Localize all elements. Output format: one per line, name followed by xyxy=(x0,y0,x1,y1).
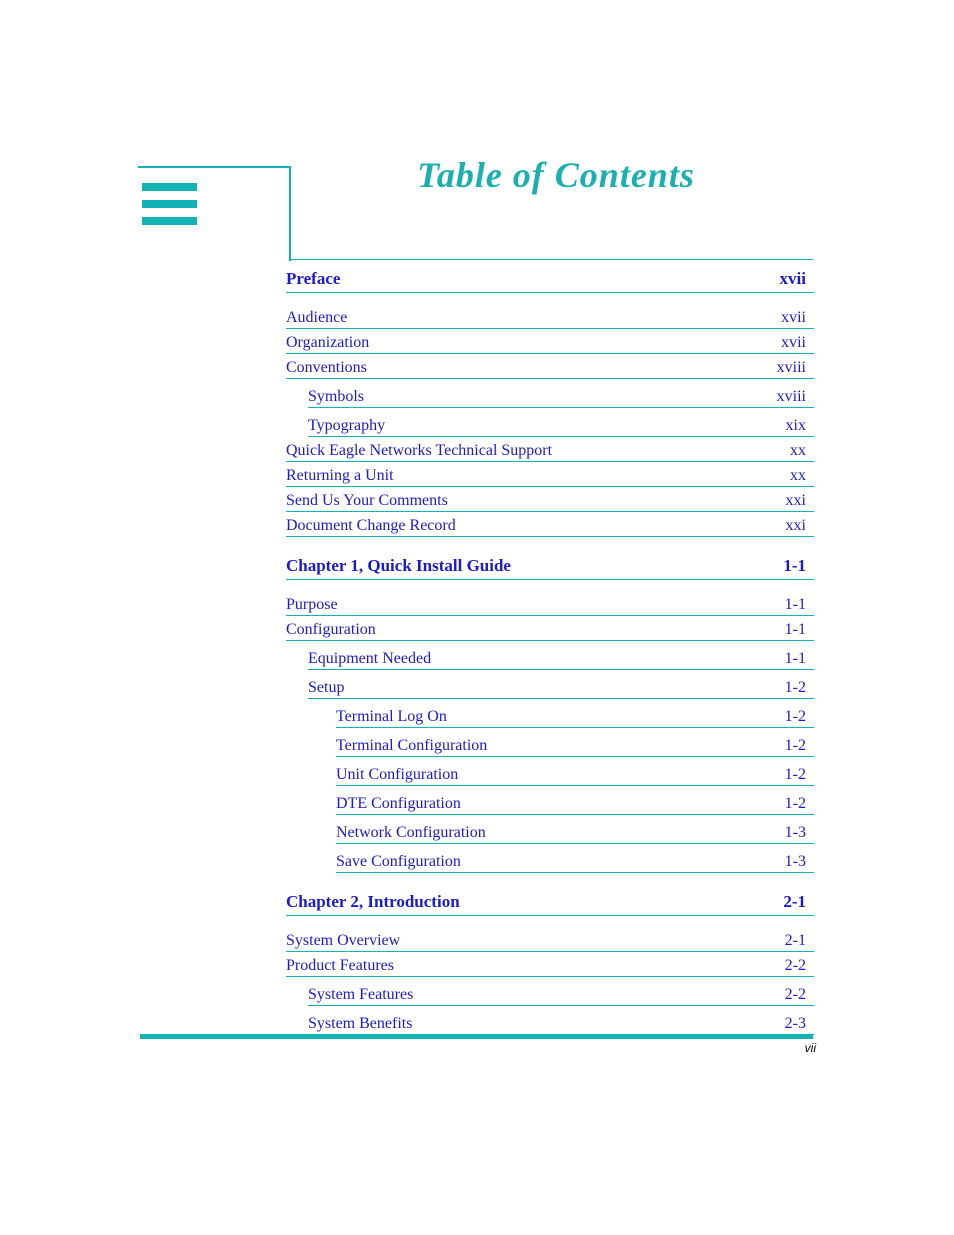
toc-entry-row[interactable] xyxy=(336,757,814,786)
toc-entry-title: Configuration xyxy=(286,621,376,638)
toc-entry-page: 2-2 xyxy=(784,986,806,1003)
toc-entry-title: Product Features xyxy=(286,957,394,974)
toc-entry-title: Unit Configuration xyxy=(336,766,459,783)
toc-entry-page: 2-3 xyxy=(784,1015,806,1032)
toc-entry-row[interactable] xyxy=(286,462,814,487)
toc-entry-title: Returning a Unit xyxy=(286,467,394,484)
footer-rule xyxy=(140,1034,813,1039)
logo-bar-middle xyxy=(142,200,197,208)
toc-chapter-title: Chapter 1, Quick Install Guide xyxy=(286,556,511,575)
toc-entry-row[interactable] xyxy=(308,641,814,670)
toc-entry-page: 1-2 xyxy=(784,708,806,725)
toc-entry-page: xx xyxy=(790,442,806,459)
table-of-contents xyxy=(286,265,814,1035)
toc-entry-row[interactable] xyxy=(286,952,814,977)
toc-entry-page: 1-3 xyxy=(784,853,806,870)
toc-entry-row[interactable] xyxy=(308,977,814,1006)
toc-entry-title: Send Us Your Comments xyxy=(286,492,448,509)
toc-chapter-page: 1-1 xyxy=(783,556,806,575)
toc-entry-page: xviii xyxy=(776,388,806,405)
toc-entry-title: Equipment Needed xyxy=(308,650,432,667)
toc-entry-row[interactable] xyxy=(336,815,814,844)
toc-entry-page: 1-2 xyxy=(784,737,806,754)
header-frame-bottom xyxy=(289,259,813,260)
toc-entry-page: 1-2 xyxy=(784,766,806,783)
toc-entry-row[interactable] xyxy=(286,354,814,379)
toc-entry-row[interactable] xyxy=(336,786,814,815)
toc-entry-title: Save Configuration xyxy=(336,853,461,870)
toc-entry-page: xxi xyxy=(785,492,806,509)
toc-entry-row[interactable] xyxy=(286,512,814,537)
toc-entry-row[interactable] xyxy=(286,580,814,616)
toc-entry-page: 2-1 xyxy=(784,932,806,949)
toc-entry-row[interactable] xyxy=(286,916,814,952)
toc-entry-title: DTE Configuration xyxy=(336,795,461,812)
toc-entry-row[interactable] xyxy=(308,408,814,437)
toc-entry-title: System Features xyxy=(308,986,414,1003)
toc-chapter-row[interactable] xyxy=(286,265,814,293)
toc-chapter-row[interactable] xyxy=(286,552,814,580)
toc-entry-row[interactable] xyxy=(286,293,814,329)
toc-entry-title: System Benefits xyxy=(308,1015,413,1032)
toc-entry-title: Network Configuration xyxy=(336,824,486,841)
section-gap xyxy=(286,873,814,888)
toc-entry-title: Conventions xyxy=(286,359,367,376)
toc-entry-title: Quick Eagle Networks Technical Support xyxy=(286,442,553,459)
toc-entry-page: xxi xyxy=(785,517,806,534)
logo-bar-bottom xyxy=(142,217,197,225)
toc-entry-title: Audience xyxy=(286,309,348,326)
toc-entry-page: xvii xyxy=(781,309,806,326)
section-gap xyxy=(286,537,814,552)
toc-entry-title: Terminal Log On xyxy=(336,708,447,725)
toc-entry-row[interactable] xyxy=(286,329,814,354)
toc-entry-row[interactable] xyxy=(286,437,814,462)
toc-entry-title: Setup xyxy=(308,679,345,696)
page-title: Table of Contents xyxy=(417,155,695,195)
toc-entry-page: 1-1 xyxy=(784,596,806,613)
page-number: vii xyxy=(804,1041,816,1055)
toc-entry-title: Terminal Configuration xyxy=(336,737,488,754)
toc-entry-row[interactable] xyxy=(336,844,814,873)
toc-entry-page: 1-2 xyxy=(784,795,806,812)
toc-entry-title: Document Change Record xyxy=(286,517,456,534)
toc-entry-title: Symbols xyxy=(308,388,365,405)
toc-entry-row[interactable] xyxy=(286,487,814,512)
toc-entry-page: 1-1 xyxy=(784,650,806,667)
toc-entry-row[interactable] xyxy=(308,670,814,699)
toc-entry-row[interactable] xyxy=(286,616,814,641)
toc-entry-row[interactable] xyxy=(308,1006,814,1035)
toc-entry-row[interactable] xyxy=(308,379,814,408)
toc-entry-title: Organization xyxy=(286,334,370,351)
toc-entry-page: xvii xyxy=(781,334,806,351)
toc-entry-title: System Overview xyxy=(286,932,401,949)
toc-entry-row[interactable] xyxy=(336,728,814,757)
toc-entry-page: xviii xyxy=(776,359,806,376)
header-frame-top xyxy=(138,166,291,168)
toc-chapter-title: Preface xyxy=(286,269,341,288)
toc-entry-page: xx xyxy=(790,467,806,484)
toc-entry-page: 2-2 xyxy=(784,957,806,974)
toc-entry-page: xix xyxy=(785,417,806,434)
toc-chapter-page: xvii xyxy=(779,269,806,288)
toc-entry-page: 1-3 xyxy=(784,824,806,841)
toc-chapter-title: Chapter 2, Introduction xyxy=(286,892,460,911)
toc-chapter-row[interactable] xyxy=(286,888,814,916)
toc-chapter-page: 2-1 xyxy=(783,892,806,911)
logo-bar-top xyxy=(142,183,197,191)
toc-entry-title: Typography xyxy=(308,417,386,434)
toc-entry-page: 1-2 xyxy=(784,679,806,696)
toc-entry-title: Purpose xyxy=(286,596,338,613)
toc-entry-row[interactable] xyxy=(336,699,814,728)
toc-entry-page: 1-1 xyxy=(784,621,806,638)
